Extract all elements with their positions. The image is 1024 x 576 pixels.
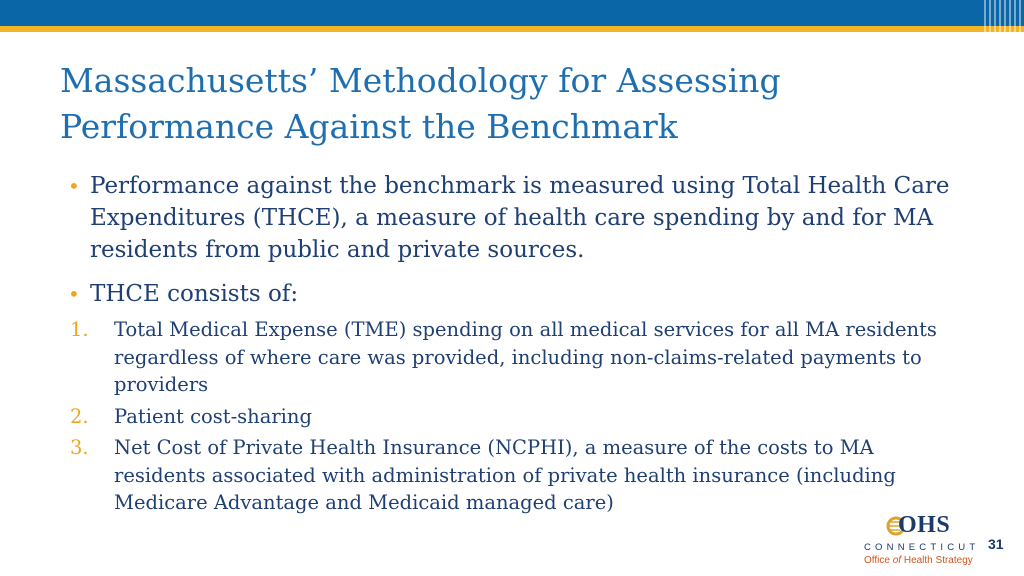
logo-state-text: CONNECTICUT — [864, 542, 980, 553]
item-number: 2. — [70, 404, 89, 428]
logo-org-suffix: Health Strategy — [901, 555, 973, 566]
header-decoration — [984, 0, 1024, 32]
logo-org-name — [864, 555, 973, 566]
bullet-text: THCE consists of: — [90, 281, 299, 307]
item-number: 3. — [70, 436, 89, 459]
item-text: Net Cost of Private Health Insurance (NCPHI), a measure of the costs to MA residents associated with administration of private health insurance (including Medicare Advantage and Medicaid managed care) — [114, 436, 896, 514]
numbered-item — [68, 316, 966, 399]
slide-title — [60, 58, 960, 150]
bullet-dot-icon: • — [68, 174, 80, 198]
bullet-item — [68, 170, 988, 266]
item-text: Total Medical Expense (TME) spending on all medical services for all MA residents regardless of where care was provided, including non-claims-related payments to providers — [114, 318, 937, 396]
logo-ohs-text: OHS — [898, 512, 951, 538]
numbered-item — [68, 434, 966, 517]
title-line-1: Massachusetts’ Methodology for Assessing — [60, 61, 781, 100]
bullet-text: Performance against the benchmark is measured using Total Health Care Expenditures (THCE), a measure of health care spending by and for MA residents from public and private sources. — [90, 173, 950, 263]
header-bar — [0, 0, 1024, 26]
numbered-sublist — [70, 316, 988, 517]
logo-org-prefix: Office — [864, 555, 893, 566]
header-accent-stripe — [0, 26, 1024, 32]
title-line-2: Performance Against the Benchmark — [60, 107, 678, 146]
item-text: Patient cost-sharing — [114, 404, 312, 428]
item-number: 1. — [70, 318, 89, 341]
bullet-dot-icon: • — [68, 282, 80, 306]
logo-org-of: of — [892, 555, 902, 566]
numbered-item — [68, 403, 966, 431]
ohs-logo — [860, 512, 986, 570]
bullet-list — [68, 170, 988, 517]
bullet-item — [68, 278, 988, 517]
page-number: 31 — [988, 536, 1004, 552]
